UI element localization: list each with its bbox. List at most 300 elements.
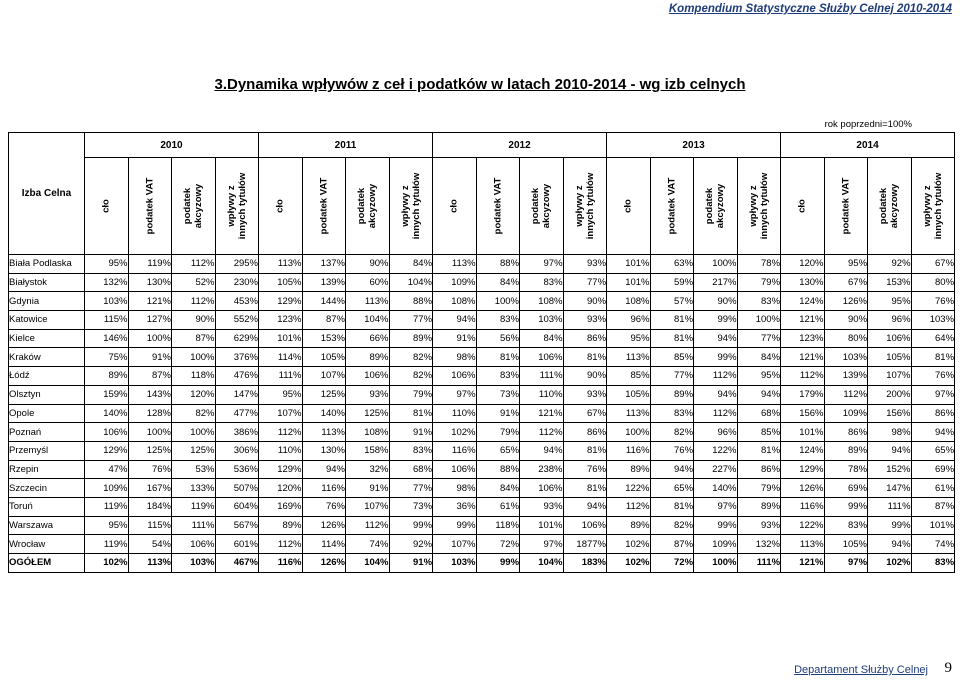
- subcolumn-header-text: wpływy z innych tytułów: [573, 172, 596, 240]
- table-cell: 139%: [824, 367, 868, 386]
- table-cell: 108%: [433, 292, 477, 311]
- row-name: Warszawa: [9, 516, 85, 535]
- table-cell: 110%: [520, 385, 564, 404]
- table-cell: 183%: [563, 554, 607, 573]
- table-cell: 99%: [694, 348, 738, 367]
- table-cell: 80%: [824, 329, 868, 348]
- table-cell: 83%: [476, 311, 520, 330]
- table-cell: 86%: [737, 460, 781, 479]
- table-cell: 476%: [215, 367, 259, 386]
- table-cell: 101%: [781, 423, 825, 442]
- table-cell: 61%: [911, 479, 955, 498]
- table-cell: 98%: [868, 423, 912, 442]
- table-cell: 96%: [607, 311, 651, 330]
- table-row: [9, 348, 955, 367]
- table-cell: 100%: [607, 423, 651, 442]
- table-cell: 86%: [563, 423, 607, 442]
- table-cell: 153%: [868, 273, 912, 292]
- row-name: Poznań: [9, 423, 85, 442]
- table-cell: 129%: [259, 292, 303, 311]
- table-cell: 112%: [694, 404, 738, 423]
- table-cell: 111%: [737, 554, 781, 573]
- table-cell: 106%: [868, 329, 912, 348]
- table-cell: 76%: [128, 460, 172, 479]
- table-cell: 66%: [346, 329, 390, 348]
- table-cell: 95%: [85, 516, 129, 535]
- year-header: 2014: [781, 133, 955, 158]
- table-cell: 552%: [215, 311, 259, 330]
- table-cell: 67%: [824, 273, 868, 292]
- table-cell: 126%: [824, 292, 868, 311]
- table-cell: 140%: [694, 479, 738, 498]
- table-cell: 81%: [563, 441, 607, 460]
- table-cell: 123%: [781, 329, 825, 348]
- year-header: 2013: [607, 133, 781, 158]
- subcolumn-header: [737, 158, 781, 255]
- table-cell: 109%: [824, 404, 868, 423]
- table-cell: 107%: [433, 535, 477, 554]
- table-cell: 83%: [476, 367, 520, 386]
- table-cell: 81%: [389, 404, 433, 423]
- table-cell: 79%: [389, 385, 433, 404]
- row-header-label: Izba Celna: [9, 133, 85, 255]
- row-name: Opole: [9, 404, 85, 423]
- subcolumn-header-text: wpływy z innych tytułów: [399, 172, 422, 240]
- table-cell: 121%: [520, 404, 564, 423]
- table-cell: 126%: [781, 479, 825, 498]
- page-title: [0, 76, 960, 93]
- table-cell: 120%: [172, 385, 216, 404]
- table-cell: 107%: [302, 367, 346, 386]
- row-name: Szczecin: [9, 479, 85, 498]
- table-cell: 109%: [433, 273, 477, 292]
- table-cell: 87%: [128, 367, 172, 386]
- table-cell: 467%: [215, 554, 259, 573]
- table-cell: 81%: [563, 348, 607, 367]
- table-cell: 153%: [302, 329, 346, 348]
- table-cell: 156%: [868, 404, 912, 423]
- table-cell: 113%: [346, 292, 390, 311]
- table-cell: 82%: [650, 423, 694, 442]
- table-cell: 59%: [650, 273, 694, 292]
- table-cell: 99%: [824, 497, 868, 516]
- table-cell: 81%: [476, 348, 520, 367]
- table-cell: 167%: [128, 479, 172, 498]
- table-cell: 79%: [737, 273, 781, 292]
- table-cell: 77%: [737, 329, 781, 348]
- table-cell: 67%: [911, 255, 955, 274]
- row-name: Gdynia: [9, 292, 85, 311]
- table-cell: 144%: [302, 292, 346, 311]
- table-cell: 91%: [433, 329, 477, 348]
- table-cell: 74%: [911, 535, 955, 554]
- table-cell: 60%: [346, 273, 390, 292]
- subcolumn-header-text: cło: [448, 199, 460, 213]
- table-cell: 79%: [737, 479, 781, 498]
- table-cell: 77%: [563, 273, 607, 292]
- table-cell: 130%: [128, 273, 172, 292]
- table-cell: 65%: [650, 479, 694, 498]
- table-cell: 113%: [302, 423, 346, 442]
- document-header-title: Kompendium Statystyczne Służby Celnej 2010-2014: [668, 3, 952, 15]
- subcolumn-header-text: podatek VAT: [318, 177, 330, 235]
- table-cell: 67%: [563, 404, 607, 423]
- table-row: [9, 479, 955, 498]
- table-cell: 106%: [563, 516, 607, 535]
- table-cell: 86%: [824, 423, 868, 442]
- table-cell: 119%: [128, 255, 172, 274]
- table-cell: 97%: [824, 554, 868, 573]
- table-cell: 96%: [868, 311, 912, 330]
- table-cell: 83%: [824, 516, 868, 535]
- table-cell: 108%: [607, 292, 651, 311]
- subcolumn-header: [563, 158, 607, 255]
- table-cell: 147%: [215, 385, 259, 404]
- row-name: Łódź: [9, 367, 85, 386]
- table-cell: 103%: [433, 554, 477, 573]
- subcolumn-header: [650, 158, 694, 255]
- row-name: Biała Podlaska: [9, 255, 85, 274]
- table-cell: 105%: [607, 385, 651, 404]
- table-cell: 91%: [476, 404, 520, 423]
- table-cell: 109%: [85, 479, 129, 498]
- table-cell: 230%: [215, 273, 259, 292]
- table-cell: 125%: [346, 404, 390, 423]
- table-cell: 99%: [433, 516, 477, 535]
- table-cell: 103%: [911, 311, 955, 330]
- subcolumn-header: [259, 158, 303, 255]
- table-cell: 92%: [868, 255, 912, 274]
- table-cell: 119%: [85, 535, 129, 554]
- table-cell: 120%: [781, 255, 825, 274]
- table-cell: 89%: [85, 367, 129, 386]
- table-cell: 122%: [694, 441, 738, 460]
- table-cell: 111%: [259, 367, 303, 386]
- table-cell: 137%: [302, 255, 346, 274]
- table-cell: 104%: [389, 273, 433, 292]
- table-cell: 121%: [781, 348, 825, 367]
- table-cell: 227%: [694, 460, 738, 479]
- subcolumn-header-text: podatek akcyzowy: [878, 183, 901, 229]
- table-cell: 84%: [476, 273, 520, 292]
- table-cell: 89%: [607, 460, 651, 479]
- table-cell: 69%: [911, 460, 955, 479]
- table-cell: 105%: [868, 348, 912, 367]
- subcolumn-header: [824, 158, 868, 255]
- table-cell: 567%: [215, 516, 259, 535]
- table-cell: 116%: [302, 479, 346, 498]
- table-cell: 88%: [476, 460, 520, 479]
- table-cell: 147%: [868, 479, 912, 498]
- table-cell: 93%: [346, 385, 390, 404]
- table-cell: 112%: [607, 497, 651, 516]
- table-cell: 32%: [346, 460, 390, 479]
- table-row: [9, 497, 955, 516]
- table-cell: 68%: [737, 404, 781, 423]
- table-cell: 112%: [694, 367, 738, 386]
- table-cell: 453%: [215, 292, 259, 311]
- table-cell: 102%: [433, 423, 477, 442]
- footer-department: Departament Służby Celnej: [794, 664, 928, 676]
- table-cell: 74%: [346, 535, 390, 554]
- table-cell: 85%: [607, 367, 651, 386]
- table-row: [9, 273, 955, 292]
- table-row: [9, 423, 955, 442]
- table-cell: 99%: [476, 554, 520, 573]
- table-cell: 122%: [781, 516, 825, 535]
- table-cell: 98%: [433, 479, 477, 498]
- table-cell: 94%: [694, 329, 738, 348]
- table-cell: 116%: [781, 497, 825, 516]
- table-cell: 94%: [563, 497, 607, 516]
- table-cell: 95%: [737, 367, 781, 386]
- table-cell: 129%: [85, 441, 129, 460]
- year-header: 2012: [433, 133, 607, 158]
- table-total-row: [9, 554, 955, 573]
- table-cell: 88%: [476, 255, 520, 274]
- table-cell: 140%: [302, 404, 346, 423]
- table-cell: 103%: [520, 311, 564, 330]
- table-cell: 113%: [781, 535, 825, 554]
- table-cell: 84%: [389, 255, 433, 274]
- table-cell: 111%: [520, 367, 564, 386]
- table-cell: 76%: [650, 441, 694, 460]
- table-cell: 83%: [389, 441, 433, 460]
- table-cell: 87%: [172, 329, 216, 348]
- table-cell: 63%: [650, 255, 694, 274]
- table-cell: 95%: [85, 255, 129, 274]
- table-cell: 93%: [563, 311, 607, 330]
- table-cell: 97%: [911, 385, 955, 404]
- table-cell: 89%: [346, 348, 390, 367]
- table-row: [9, 516, 955, 535]
- subcolumn-header: [215, 158, 259, 255]
- table-cell: 73%: [389, 497, 433, 516]
- header-row-years: [9, 133, 955, 158]
- table-cell: 92%: [389, 535, 433, 554]
- table-cell: 104%: [346, 554, 390, 573]
- table-cell: 128%: [128, 404, 172, 423]
- table-cell: 81%: [911, 348, 955, 367]
- table-cell: 119%: [85, 497, 129, 516]
- table-cell: 89%: [737, 497, 781, 516]
- subcolumn-header: [781, 158, 825, 255]
- table-cell: 102%: [868, 554, 912, 573]
- table-cell: 110%: [433, 404, 477, 423]
- table-cell: 1877%: [563, 535, 607, 554]
- table-cell: 64%: [911, 329, 955, 348]
- table-cell: 83%: [520, 273, 564, 292]
- table-cell: 129%: [259, 460, 303, 479]
- table-cell: 106%: [520, 479, 564, 498]
- table-cell: 105%: [259, 273, 303, 292]
- year-header: 2011: [259, 133, 433, 158]
- subcolumn-header-text: wpływy z innych tytułów: [225, 172, 248, 240]
- table-header: [9, 133, 955, 255]
- row-name: Kraków: [9, 348, 85, 367]
- table-cell: 86%: [563, 329, 607, 348]
- table-cell: 90%: [563, 292, 607, 311]
- table-cell: 73%: [476, 385, 520, 404]
- subcolumn-header-text: podatek VAT: [840, 177, 852, 235]
- table-row: [9, 255, 955, 274]
- table-row: [9, 535, 955, 554]
- table-cell: 96%: [694, 423, 738, 442]
- table-cell: 87%: [302, 311, 346, 330]
- table-cell: 87%: [650, 535, 694, 554]
- table-cell: 112%: [781, 367, 825, 386]
- table-cell: 82%: [389, 367, 433, 386]
- table-cell: 100%: [694, 554, 738, 573]
- table-cell: 111%: [868, 497, 912, 516]
- table-cell: 56%: [476, 329, 520, 348]
- table-cell: 69%: [824, 479, 868, 498]
- table-cell: 76%: [911, 292, 955, 311]
- row-name: Białystok: [9, 273, 85, 292]
- table-cell: 97%: [520, 535, 564, 554]
- table-cell: 104%: [346, 311, 390, 330]
- table-cell: 65%: [911, 441, 955, 460]
- table-cell: 84%: [476, 479, 520, 498]
- table-cell: 107%: [259, 404, 303, 423]
- table-cell: 115%: [128, 516, 172, 535]
- table-cell: 118%: [476, 516, 520, 535]
- table-cell: 112%: [346, 516, 390, 535]
- table-row: [9, 404, 955, 423]
- table-cell: 94%: [911, 423, 955, 442]
- subcolumn-header-text: podatek akcyzowy: [704, 183, 727, 229]
- table-row: [9, 385, 955, 404]
- table-cell: 87%: [911, 497, 955, 516]
- table-cell: 169%: [259, 497, 303, 516]
- table-cell: 139%: [302, 273, 346, 292]
- table-cell: 159%: [85, 385, 129, 404]
- table-cell: 629%: [215, 329, 259, 348]
- table-cell: 107%: [868, 367, 912, 386]
- table-cell: 106%: [172, 535, 216, 554]
- table-cell: 116%: [259, 554, 303, 573]
- table-cell: 113%: [128, 554, 172, 573]
- subcolumn-header-text: wpływy z innych tytułów: [921, 172, 944, 240]
- subcolumn-header: [302, 158, 346, 255]
- table-cell: 102%: [85, 554, 129, 573]
- table-cell: 94%: [868, 535, 912, 554]
- table-cell: 100%: [172, 348, 216, 367]
- subcolumn-header: [389, 158, 433, 255]
- table-cell: 99%: [868, 516, 912, 535]
- table-cell: 91%: [389, 423, 433, 442]
- table-cell: 89%: [259, 516, 303, 535]
- subcolumn-header: [433, 158, 477, 255]
- subcolumn-header-text: podatek VAT: [144, 177, 156, 235]
- table-cell: 103%: [85, 292, 129, 311]
- row-name: Rzepin: [9, 460, 85, 479]
- table-cell: 152%: [868, 460, 912, 479]
- year-header: 2010: [85, 133, 259, 158]
- table-cell: 100%: [476, 292, 520, 311]
- table-cell: 91%: [389, 554, 433, 573]
- table-cell: 77%: [389, 311, 433, 330]
- table-cell: 124%: [781, 292, 825, 311]
- table-cell: 101%: [607, 273, 651, 292]
- table-cell: 54%: [128, 535, 172, 554]
- customs-dynamics-table: [8, 132, 955, 573]
- table-cell: 82%: [650, 516, 694, 535]
- table-cell: 105%: [824, 535, 868, 554]
- table-cell: 124%: [781, 441, 825, 460]
- table-cell: 112%: [520, 423, 564, 442]
- table-cell: 106%: [520, 348, 564, 367]
- table-cell: 108%: [346, 423, 390, 442]
- table-cell: 107%: [346, 497, 390, 516]
- table-cell: 91%: [128, 348, 172, 367]
- table-cell: 118%: [172, 367, 216, 386]
- table-cell: 113%: [607, 404, 651, 423]
- table-cell: 95%: [607, 329, 651, 348]
- subcolumn-header: [520, 158, 564, 255]
- subcolumn-header: [346, 158, 390, 255]
- table-cell: 108%: [520, 292, 564, 311]
- table-row: [9, 441, 955, 460]
- table-body: [9, 255, 955, 573]
- table-cell: 83%: [737, 292, 781, 311]
- table-cell: 97%: [520, 255, 564, 274]
- table-cell: 90%: [694, 292, 738, 311]
- table-cell: 601%: [215, 535, 259, 554]
- table-cell: 133%: [172, 479, 216, 498]
- table-cell: 112%: [824, 385, 868, 404]
- table-cell: 120%: [259, 479, 303, 498]
- table-cell: 81%: [650, 497, 694, 516]
- row-name: Kielce: [9, 329, 85, 348]
- table-cell: 125%: [172, 441, 216, 460]
- table-cell: 90%: [346, 255, 390, 274]
- table-cell: 77%: [650, 367, 694, 386]
- table-row: [9, 292, 955, 311]
- table-cell: 386%: [215, 423, 259, 442]
- table-cell: 99%: [694, 311, 738, 330]
- table-cell: 100%: [128, 329, 172, 348]
- table-cell: 106%: [433, 460, 477, 479]
- table-cell: 125%: [128, 441, 172, 460]
- table-cell: 84%: [520, 329, 564, 348]
- table-cell: 94%: [694, 385, 738, 404]
- table-cell: 121%: [781, 311, 825, 330]
- table-cell: 101%: [520, 516, 564, 535]
- table-cell: 103%: [172, 554, 216, 573]
- row-name: Przemyśl: [9, 441, 85, 460]
- table-cell: 129%: [781, 460, 825, 479]
- table-cell: 127%: [128, 311, 172, 330]
- table-cell: 61%: [476, 497, 520, 516]
- table-cell: 376%: [215, 348, 259, 367]
- table-cell: 109%: [694, 535, 738, 554]
- subcolumn-header-text: cło: [622, 199, 634, 213]
- table-cell: 90%: [824, 311, 868, 330]
- table-cell: 106%: [85, 423, 129, 442]
- table-cell: 85%: [737, 423, 781, 442]
- table-cell: 99%: [389, 516, 433, 535]
- table-cell: 76%: [563, 460, 607, 479]
- table-cell: 89%: [607, 516, 651, 535]
- table-cell: 76%: [911, 367, 955, 386]
- page-number: 9: [944, 660, 952, 676]
- table-cell: 125%: [302, 385, 346, 404]
- table-cell: 130%: [302, 441, 346, 460]
- table-cell: 81%: [650, 329, 694, 348]
- subcolumn-header: [694, 158, 738, 255]
- table-cell: 132%: [85, 273, 129, 292]
